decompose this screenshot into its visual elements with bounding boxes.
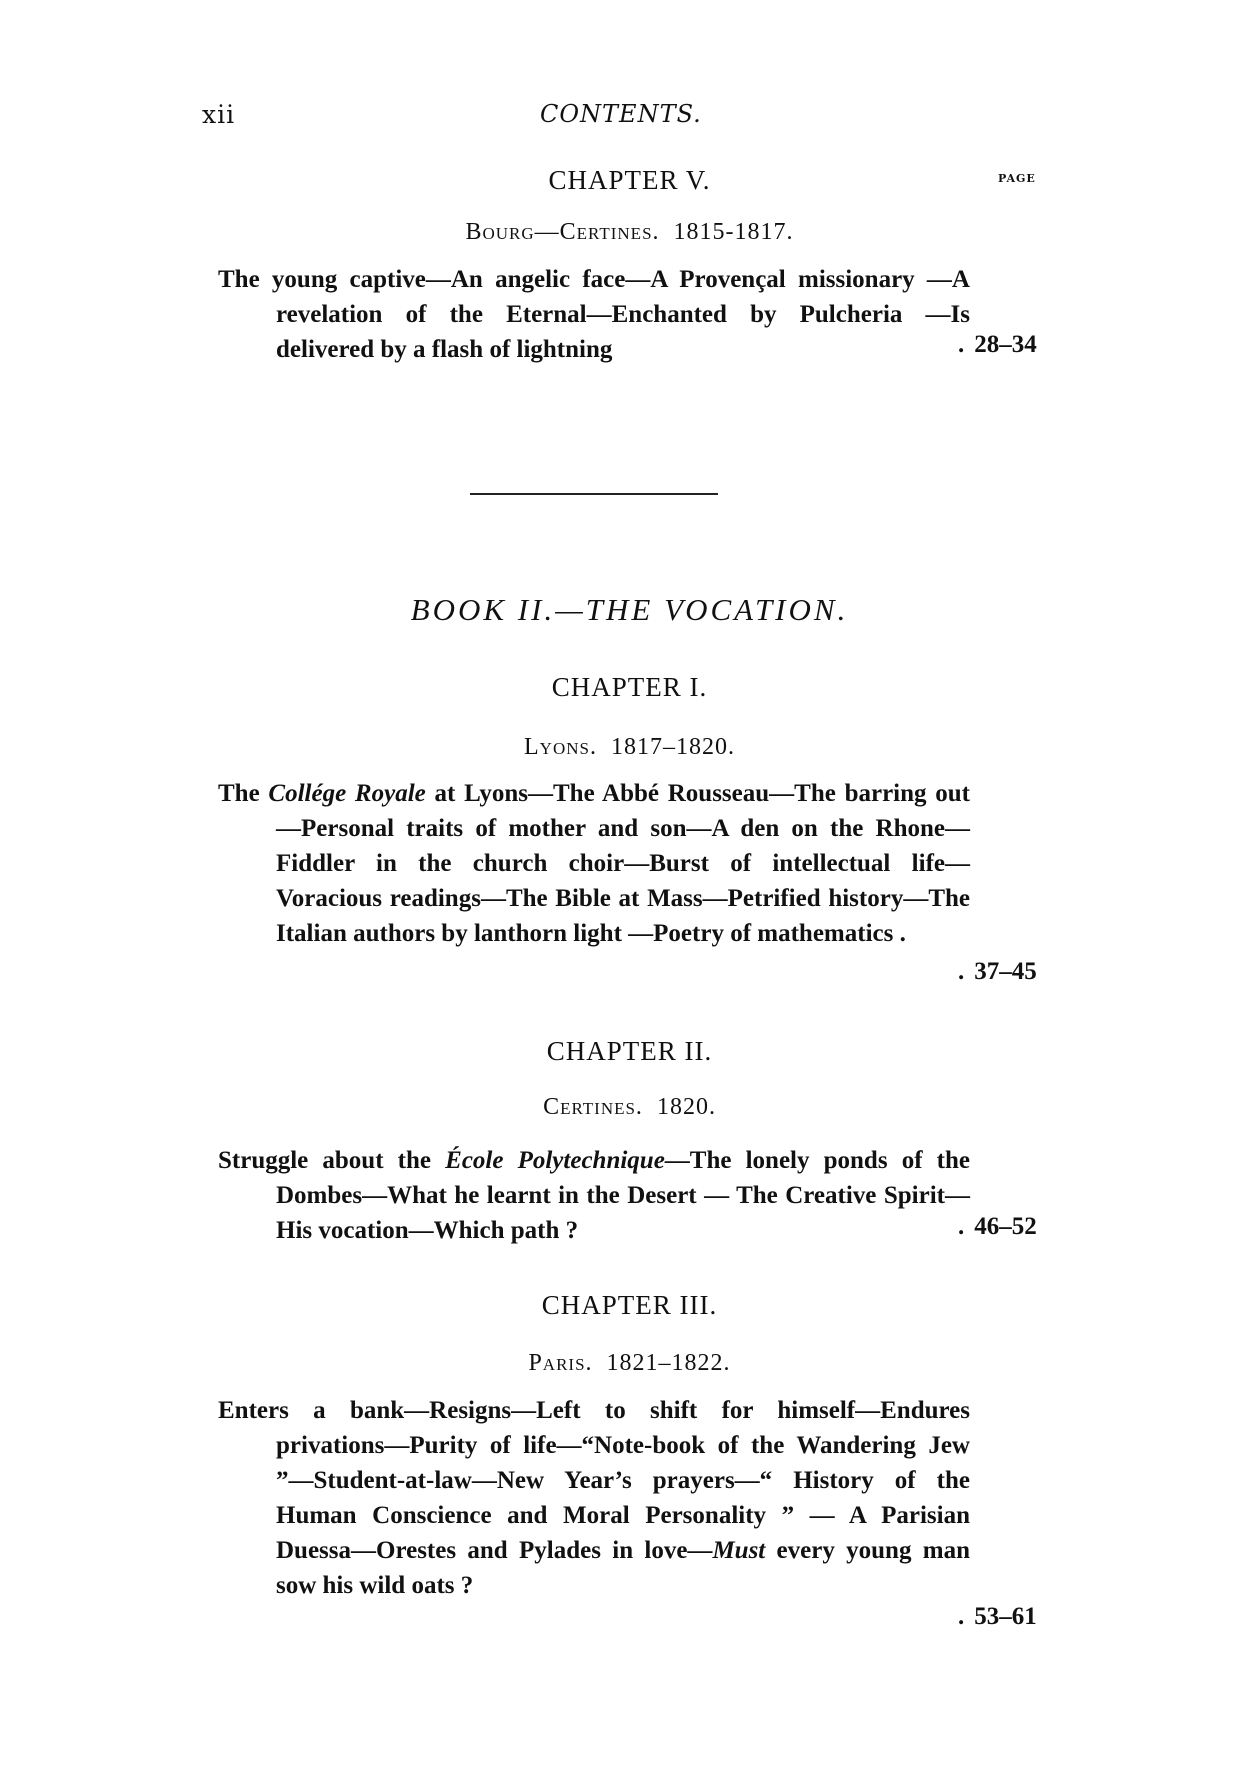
chapter-dates: 1817–1820. [610, 734, 735, 760]
chapter-heading: CHAPTER III. [541, 1290, 718, 1320]
chapter-synopsis [218, 1393, 970, 1603]
leader-dot: . [958, 958, 965, 985]
chapter-heading: CHAPTER I. [551, 672, 708, 702]
chapter-place: Lyons. [524, 734, 597, 760]
chapter-heading: CHAPTER II. [546, 1036, 713, 1066]
chapter-page-range [958, 1213, 1044, 1241]
chapter-place: Bourg—Certines. [465, 219, 660, 245]
chapter-place: Certines. [543, 1094, 643, 1120]
page-range-value: 46–52 [974, 1213, 1037, 1240]
synopsis-italic-text: Collége Royale [268, 780, 426, 807]
chapter-synopsis [218, 1143, 970, 1248]
chapter-dates: 1821–1822. [606, 1350, 731, 1376]
chapter-subheading [0, 219, 1259, 246]
synopsis-text: at Lyons—The Abbé Rousseau—The barring out—Personal traits of mother and son—A den on the Rhone—Fiddler in the church choir—Burst of intellectual life—Voracious readings—The Bible at Mass—Petrified history—The Italian authors by lanthorn light —Poetry of mathematics . [276, 780, 970, 947]
chapter-synopsis [218, 776, 970, 951]
chapter-place: Paris. [528, 1350, 593, 1376]
chapter-subheading [0, 734, 1259, 761]
synopsis-text: —The lonely ponds of the Dombes—What he learnt in the Desert — The Creative Spirit—His vocation—Which path ? [276, 1147, 970, 1244]
page-column-label: PAGE [998, 172, 1036, 185]
page-range-value: 28–34 [974, 331, 1037, 358]
leader-dot: . [958, 1213, 965, 1240]
chapter-dates: 1820. [656, 1094, 716, 1120]
chapter-subheading [0, 1350, 1259, 1377]
running-head: CONTENTS. [540, 100, 702, 128]
chapter-heading: CHAPTER V. [548, 165, 711, 195]
page-range-value: 53–61 [974, 1603, 1037, 1630]
leader-dot: . [958, 1603, 965, 1630]
synopsis-text: every young man sow his wild oats ? [276, 1537, 970, 1599]
chapter-page-range [958, 331, 1044, 359]
page-folio: xii [202, 100, 236, 129]
section-divider [470, 493, 718, 495]
synopsis-text: Struggle about the [218, 1147, 446, 1174]
book-title: BOOK II.—THE VOCATION. [410, 592, 849, 627]
synopsis-text: The [218, 780, 269, 807]
synopsis-italic-text: Must [712, 1537, 766, 1564]
synopsis-text: Enters a bank—Resigns—Left to shift for himself—Endures privations—Purity of life—“Note-book of the Wandering Jew ”—Student-at-law—New Year’s prayers—“ History of the Human Conscience and Moral Personality ” — A Parisian Duessa—Orestes and Pylades in love— [218, 1397, 970, 1564]
chapter-page-range [958, 1603, 1044, 1631]
chapter-dates: 1815-1817. [673, 219, 794, 245]
synopsis-italic-text: École Polytechnique [445, 1147, 665, 1174]
leader-dot: . [958, 331, 965, 358]
page-range-value: 37–45 [974, 958, 1037, 985]
chapter-synopsis: The young captive—An angelic face—A Provençal missionary —A revelation of the Eternal—Enchanted by Pulcheria —Is delivered by a flash of lightning [218, 266, 970, 363]
chapter-page-range [958, 958, 1044, 986]
chapter-subheading [0, 1094, 1259, 1121]
